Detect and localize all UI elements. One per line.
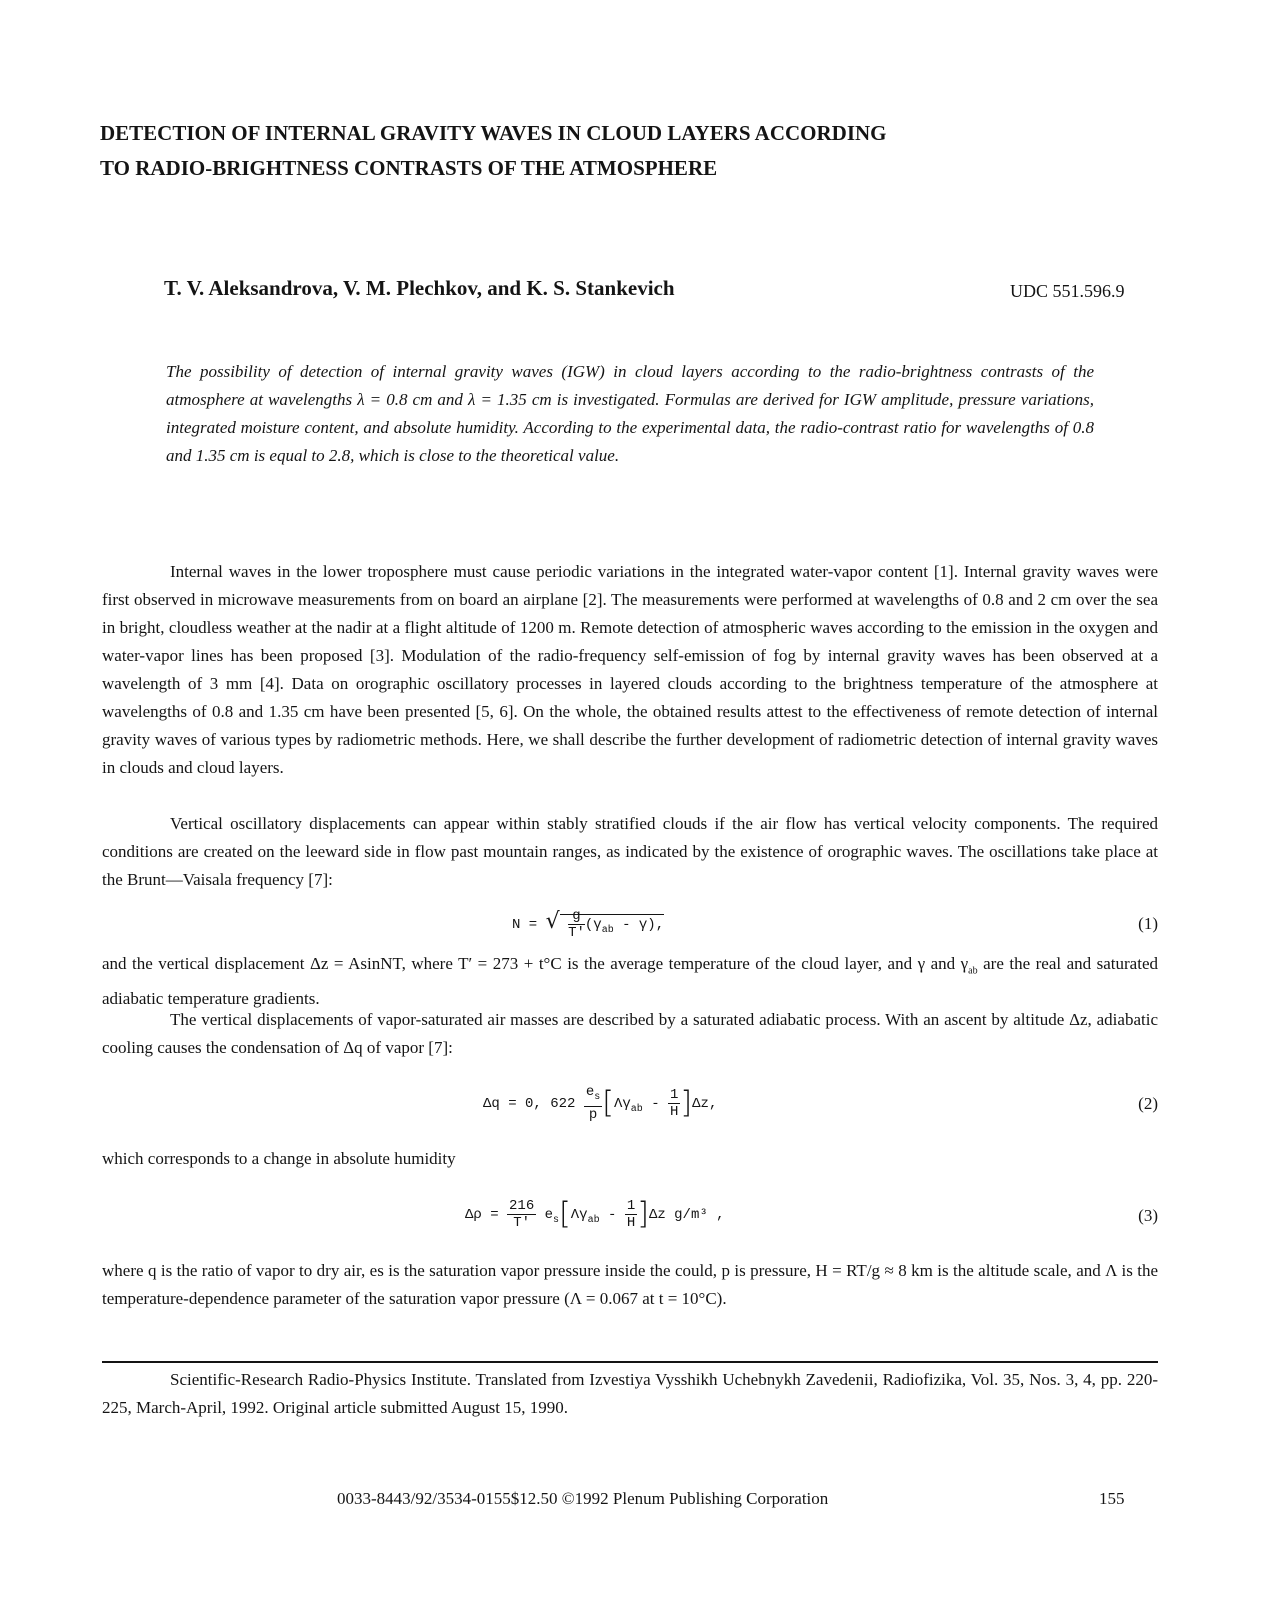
- equation-3-formula: Δρ = $\frac{216}{T'}$ $e_s[\Lambda\gamma_{ab}$ - $\frac{1}{H}$ ]Δz g/m³ ,: [465, 1196, 725, 1232]
- footnote-divider: [102, 1361, 1158, 1363]
- copyright-line: 0033-8443/92/3534-0155$12.50 ©1992 Plenum Publishing Corporation: [337, 1489, 829, 1508]
- paragraph-intro: Internal waves in the lower troposphere must cause periodic variations in the integrated water-vapor content [1]. Internal gravity waves were first observed in microwave measurements from on board an airplane [2]. The measurements were performed at wavelengths of 0.8 and 2 cm over the sea in bright, cloudless weather at the nadir at a flight altitude of 1200 m. Remote detection of atmospheric waves according to the emission in the oxygen and water-vapor lines has been proposed [3]. Modulation of the radio-frequency self-emission of fog by internal gravity waves has been observed at a wavelength of 3 mm [4]. Data on orographic oscillatory processes in layered clouds according to the brightness temperature of the atmosphere at wavelengths of 0.8 and 1.35 cm have been presented [5, 6]. On the whole, the obtained results attest to the effectiveness of remote detection of internal gravity waves of various types by radiometric methods. Here, we shall describe the further development of radiometric detection of internal gravity waves in clouds and cloud layers.: [102, 562, 1158, 777]
- eq1-lhs: N =: [512, 917, 538, 934]
- paragraph-adiabatic: The vertical displacements of vapor-saturated air masses are described by a saturated adiabatic process. With an ascent by altitude Δz, adiabatic cooling causes the condensation of Δq of vapor [7]:: [102, 1010, 1158, 1057]
- equation-1-formula: N = √ $\frac{g}{T'}$ $(\gamma_{ab} - \gamma)$,: [512, 908, 665, 941]
- page-number: 155: [1099, 1489, 1125, 1508]
- paragraph-definitions: where q is the ratio of vapor to dry air, es is the saturation vapor pressure inside the could, p is pressure, H = RT/g ≈ 8 km is the altitude scale, and Λ is the temperature-dependence parameter of the saturation vapor pressure (Λ = 0.067 at t = 10°C).: [102, 1261, 1158, 1308]
- equation-2-number: (2): [1138, 1094, 1158, 1113]
- eq2-fraction: $\frac{e_s}{p}$: [585, 1084, 601, 1123]
- equation-2: [100, 1078, 1158, 1136]
- paper-title: DETECTION OF INTERNAL GRAVITY WAVES IN CLOUD LAYERS ACCORDING TO RADIO-BRIGHTNESS CONTRASTS OF THE ATMOSPHERE: [100, 121, 887, 180]
- udc-code: UDC 551.596.9: [1010, 281, 1125, 301]
- equation-2-formula: Δq = 0, 622 $\frac{e_s}{p}$ [$\Lambda\gamma_{ab}$ - $\frac{1}{H}$ ]Δz,: [483, 1084, 718, 1123]
- equation-3-number: (3): [1138, 1206, 1158, 1225]
- equation-3: [100, 1192, 1158, 1250]
- paragraph-oscillations: Vertical oscillatory displacements can appear within stably stratified clouds if the air flow has vertical velocity components. The required conditions are created on the leeward side in flow past mountain ranges, as indicated by the existence of orographic waves. The oscillations take place at the Brunt—Vaisala frequency [7]:: [102, 814, 1158, 889]
- equation-1-number: (1): [1138, 914, 1158, 933]
- footnote: Scientific-Research Radio-Physics Institute. Translated from Izvestiya Vysshikh Uchebnykh Zavedenii, Radiofizika, Vol. 35, Nos. 3, 4, pp. 220-225, March-April, 1992. Original article submitted August 15, 1990.: [102, 1370, 1158, 1417]
- authors: T. V. Aleksandrova, V. M. Plechkov, and K. S. Stankevich: [164, 276, 675, 300]
- paragraph-humidity: which corresponds to a change in absolute humidity: [102, 1149, 456, 1168]
- abstract: The possibility of detection of internal gravity waves (IGW) in cloud layers according to the radio-brightness contrasts of the atmosphere at wavelengths λ = 0.8 cm and λ = 1.35 cm is investigated. Formulas are derived for IGW amplitude, pressure variations, integrated moisture content, and absolute humidity. According to the experimental data, the radio-contrast ratio for wavelengths of 0.8 and 1.35 cm is equal to 2.8, which is close to the theoretical value.: [166, 362, 1094, 465]
- eq3-fraction: $\frac{216}{T'}$: [509, 1198, 535, 1231]
- sqrt-sign-icon: √: [545, 909, 560, 935]
- equation-1: [100, 900, 1158, 950]
- eq1-fraction: $\frac{g}{T'}$: [568, 908, 585, 941]
- paragraph-displacement: and the vertical displacement Δz = AsinNT, where T′ = 273 + t°C is the average temperature of the cloud layer, and γ and $\gamma_{ab}$ are the real and saturated adiabatic temperature gradients.: [102, 954, 1158, 1009]
